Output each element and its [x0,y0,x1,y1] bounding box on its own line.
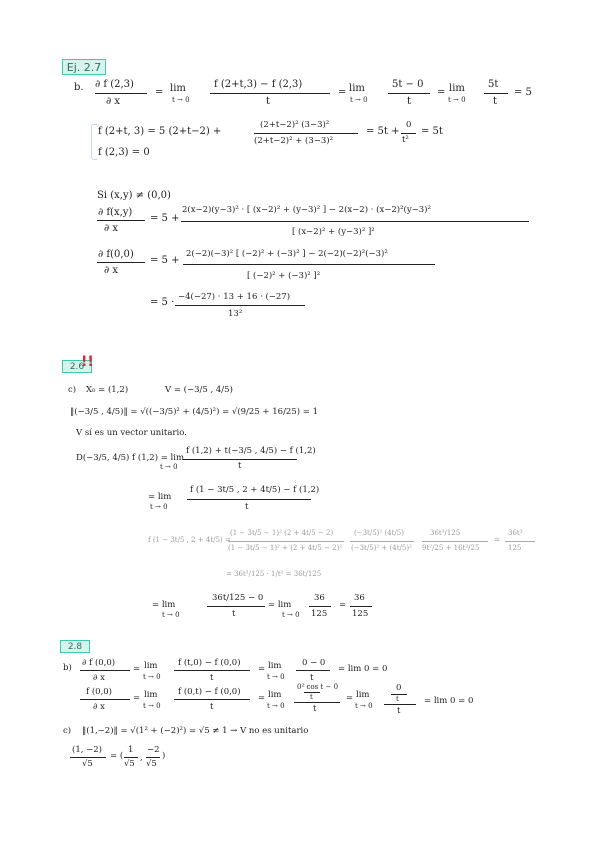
text: = 5t + [366,126,400,137]
fraction-bar [484,93,508,94]
part-label: b. [74,82,84,93]
text: V = (−3/5 , 4/5) [165,385,233,395]
faint-note: (1 − 3t/5 − 1)² (2 + 4t/5 − 2) [230,529,334,537]
text: lim [268,661,282,671]
text: 1 [128,745,134,755]
fraction-bar [388,93,430,94]
text: 13² [228,309,243,319]
text: f (1,2) + t(−3/5 , 4/5) − f (1,2) [186,446,316,456]
text: ∂ x [93,702,105,712]
text: = [339,600,347,610]
text: lim [170,83,186,94]
text: t [493,96,498,107]
section-tag: Ej. 2.7 [62,59,106,75]
fraction-bar [146,757,160,758]
text: 125 [311,609,328,619]
text: = 5 [514,87,532,98]
text: = [437,87,446,98]
text: lim [356,690,370,700]
text: t [210,702,214,712]
text: = [258,693,266,703]
text: ∂ f (0,0) [82,658,116,668]
fraction-bar [210,93,330,94]
text: 2(x−2)(y−3)² · [ (x−2)² + (y−3)² ] − 2(x−2) · (x−2)²(y−3)² [182,205,431,215]
faint-note: f (1 − 3t/5 , 2 + 4t/5) = [148,536,231,544]
text: t → 0 [143,702,161,710]
faint-note: (1 − 3t/5 − 1)² + (2 + 4t/5 − 2)² [228,544,343,552]
text: = [258,664,266,674]
text: t → 0 [143,673,161,681]
text: ‖(1,−2)‖ = √(1² + (−2)²) = √5 ≠ 1 → V no es unitario [82,726,309,736]
fraction-bar [80,699,130,700]
text: f (0,0) [86,687,112,697]
section-tag: 2.8 [60,640,90,653]
fraction-bar [187,499,311,500]
fraction-bar [70,757,106,758]
brace [91,124,97,160]
text: t → 0 [267,702,285,710]
text: −4(−27) · 13 + 16 · (−27) [178,292,291,302]
fraction-bar [296,670,330,671]
text: = 5 + [150,255,180,266]
text: t → 0 [282,611,300,619]
warning-marks: !! [81,354,94,370]
fraction-bar [350,606,372,607]
text: f (2,3) = 0 [98,147,150,158]
text: ∂ x [93,673,105,683]
text: 125 [352,609,369,619]
text: t → 0 [448,96,466,104]
fraction-bar [228,541,344,542]
text: X₀ = (1,2) [86,385,129,395]
fraction-bar [124,757,138,758]
text: t [210,673,214,683]
fraction-bar [309,606,331,607]
text: lim [449,83,465,94]
text: lim [349,83,365,94]
text: = ( [110,751,124,761]
faint-note: = [494,536,500,544]
text: 0² cos t − 0 [297,683,339,691]
text: t [245,502,249,512]
faint-note: (−3t/5)² + (4t/5)² [351,544,412,552]
text: 0 [396,683,402,693]
part-label: c) [63,726,72,736]
text: 36 [354,593,365,603]
fraction-bar [505,541,535,542]
text: 2(−2)(−3)² [ (−2)² + (−3)² ] − 2(−2)(−2)²(−3)² [186,249,388,259]
fraction-bar [254,133,358,134]
fraction-bar [95,93,147,94]
part-label: c) [68,385,77,395]
fraction-bar [174,699,250,700]
text: D(−3/5, 4/5) f (1,2) = lim [76,453,185,463]
fraction-bar [422,541,488,542]
text: lim [268,690,282,700]
text: ∂ x [104,223,118,234]
text: f (0,t) − f (0,0) [178,687,241,697]
text: ∂ x [104,265,118,276]
text: t → 0 [162,611,180,619]
text: = [338,87,347,98]
text: = [133,664,141,674]
text: t [310,693,313,701]
text: ∂ f(0,0) [98,249,134,260]
fraction-bar [175,305,305,306]
text: 5t − 0 [392,79,424,90]
text: = lim 0 = 0 [338,664,388,674]
faint-note: 36t³/125 [430,529,461,537]
text: t → 0 [172,96,190,104]
text: √5 [124,759,135,769]
fraction-bar [350,541,414,542]
text: √5 [146,759,157,769]
text: V sí es un vector unitario. [76,428,187,438]
text: 36 [314,593,325,603]
text: lim [144,661,158,671]
text: t [313,704,317,714]
text: t [407,96,412,107]
text: 5t [488,79,499,90]
text: ∂ x [106,96,120,107]
text: f (1 − 3t/5 , 2 + 4t/5) − f (1,2) [190,485,320,495]
faint-note: = 36t³/125 · 1/t² = 36t/125 [226,570,322,578]
text: Si (x,y) ≠ (0,0) [97,190,171,201]
fraction-bar [97,220,145,221]
text: , [140,753,143,763]
fraction-bar [294,702,340,703]
text: 0 − 0 [302,658,326,668]
text: (2+t−2)² (3−3)² [260,120,330,130]
text: = lim [148,492,172,502]
text: lim [144,690,158,700]
text: ∂ f (2,3) [95,79,134,90]
fraction-bar [384,704,416,705]
part-label: b) [63,663,72,673]
text: = 5t [421,126,443,137]
fraction-bar [80,670,130,671]
text: t → 0 [160,463,178,471]
text: = lim 0 = 0 [424,696,474,706]
text: −2 [147,745,160,755]
text: t [266,96,271,107]
text: t [396,695,399,703]
text: t [238,461,242,471]
text: ∂ f(x,y) [98,207,133,218]
section-tag: 2.6 [62,360,92,373]
text: ) [162,751,166,761]
text: t → 0 [350,96,368,104]
text: f (2+t,3) − f (2,3) [214,79,303,90]
faint-note: 125 [508,544,522,552]
text: t [397,706,401,716]
text: √5 [82,759,93,769]
text: f (2+t, 3) = 5 (2+t−2) + [98,126,222,137]
text: = lim [268,600,292,610]
text: 0 [406,120,412,130]
text: t → 0 [355,702,373,710]
fraction-bar [183,264,435,265]
text: t → 0 [267,673,285,681]
text: 36t/125 − 0 [212,593,264,603]
faint-note: (−3t/5)² (4t/5) [354,529,404,537]
text: f (t,0) − f (0,0) [178,658,241,668]
text: (2+t−2)² + (3−3)² [254,136,334,146]
text: = lim [152,600,176,610]
text: [ (x−2)² + (y−3)² ]² [292,227,375,237]
text: = [346,693,354,703]
faint-note: 36t³ [508,529,523,537]
fraction-bar [401,133,416,134]
text: = 5 · [150,297,175,308]
faint-note: 9t²/25 + 16t²/25 [422,544,480,552]
fraction-bar [174,670,250,671]
text: ‖(−3/5 , 4/5)‖ = √((−3/5)² + (4/5)²) = √(9/25 + 16/25) = 1 [70,407,318,417]
fraction-bar [97,262,145,263]
text: t → 0 [150,503,168,511]
text: = [155,87,164,98]
text: = 5 + [150,213,180,224]
text: (1, −2) [72,745,102,755]
text: = [133,693,141,703]
text: [ (−2)² + (−3)² ]² [247,271,321,281]
fraction-bar [391,694,407,695]
fraction-bar [181,221,529,222]
text: t² [402,135,409,145]
fraction-bar [183,459,297,460]
text: t [310,673,314,683]
fraction-bar [207,606,265,607]
text: t [232,609,236,619]
